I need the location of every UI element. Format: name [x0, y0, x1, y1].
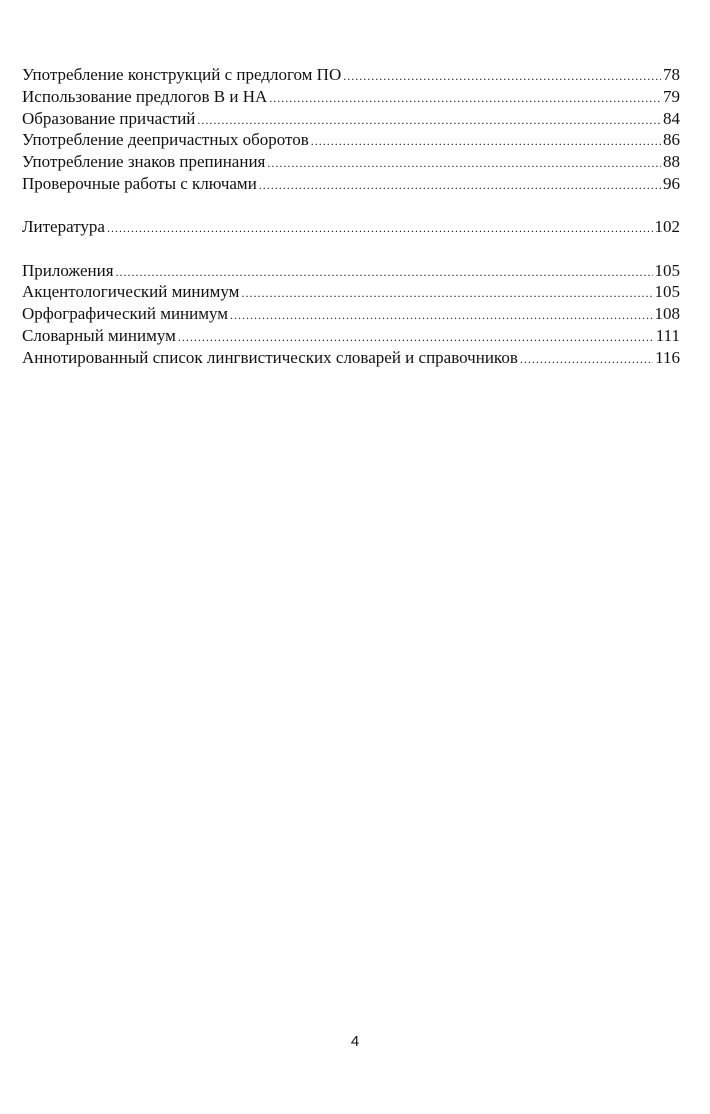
toc-entry-title: Употребление конструкций с предлогом ПО [22, 65, 342, 84]
toc-entry-title: Образование причастий [22, 108, 196, 128]
toc-entry-title: Словарный минимум [22, 325, 176, 345]
toc-entry-title: Употребление деепричастных оборотов [22, 130, 309, 150]
toc-entry [22, 281, 680, 303]
toc-entry [22, 151, 680, 173]
toc-entry [22, 86, 680, 108]
toc-entry-title: Использование предлогов В и НА [22, 86, 268, 106]
dot-leader [241, 283, 652, 305]
toc-entry [22, 325, 680, 347]
toc-entry-page: 79 [663, 86, 680, 106]
toc-entry-page: 102 [654, 217, 680, 237]
dot-leader [178, 327, 654, 349]
toc-entry-page: 78 [663, 65, 680, 84]
toc-entry-title: Орфографический минимум [22, 304, 229, 324]
toc-entry-page: 84 [663, 108, 680, 128]
toc-entry [22, 64, 680, 86]
toc-entry-page: 108 [654, 304, 680, 324]
toc-entry-title: Акцентологический минимум [22, 282, 240, 302]
toc-entry [22, 303, 680, 325]
toc-entry-page: 88 [663, 152, 680, 172]
toc-entry-title: Проверочные работы с ключами [22, 173, 257, 193]
spacer [22, 195, 680, 217]
page-number: 4 [350, 1033, 360, 1050]
toc-entry-title: Литература [22, 217, 105, 237]
dot-leader [230, 305, 652, 327]
dot-leader [197, 110, 661, 132]
toc-entry-page: 111 [655, 325, 680, 345]
toc-entry-title: Приложения [22, 260, 114, 280]
toc-entry [22, 347, 680, 369]
toc-entry [22, 129, 680, 151]
toc-entry-page: 116 [655, 347, 680, 367]
dot-leader [520, 349, 653, 371]
toc-entry-page: 105 [654, 260, 680, 280]
toc-entry-title: Аннотированный список лингвистических словарей и справочников [22, 347, 518, 367]
toc-entry-title: Употребление знаков препинания [22, 152, 266, 172]
toc-entry-page: 96 [663, 173, 680, 193]
dot-leader [311, 131, 661, 153]
dot-leader [116, 262, 653, 284]
spacer [22, 238, 680, 260]
dot-leader [269, 88, 661, 110]
dot-leader [107, 218, 653, 240]
toc-entry-page: 86 [663, 130, 680, 150]
toc-entry [22, 108, 680, 130]
dot-leader [267, 153, 661, 175]
dot-leader [259, 175, 661, 197]
toc-entry [22, 216, 680, 238]
toc-entry [22, 173, 680, 195]
table-of-contents [22, 64, 680, 369]
toc-entry-page: 105 [654, 282, 680, 302]
dot-leader [343, 66, 661, 88]
toc-entry [22, 260, 680, 282]
